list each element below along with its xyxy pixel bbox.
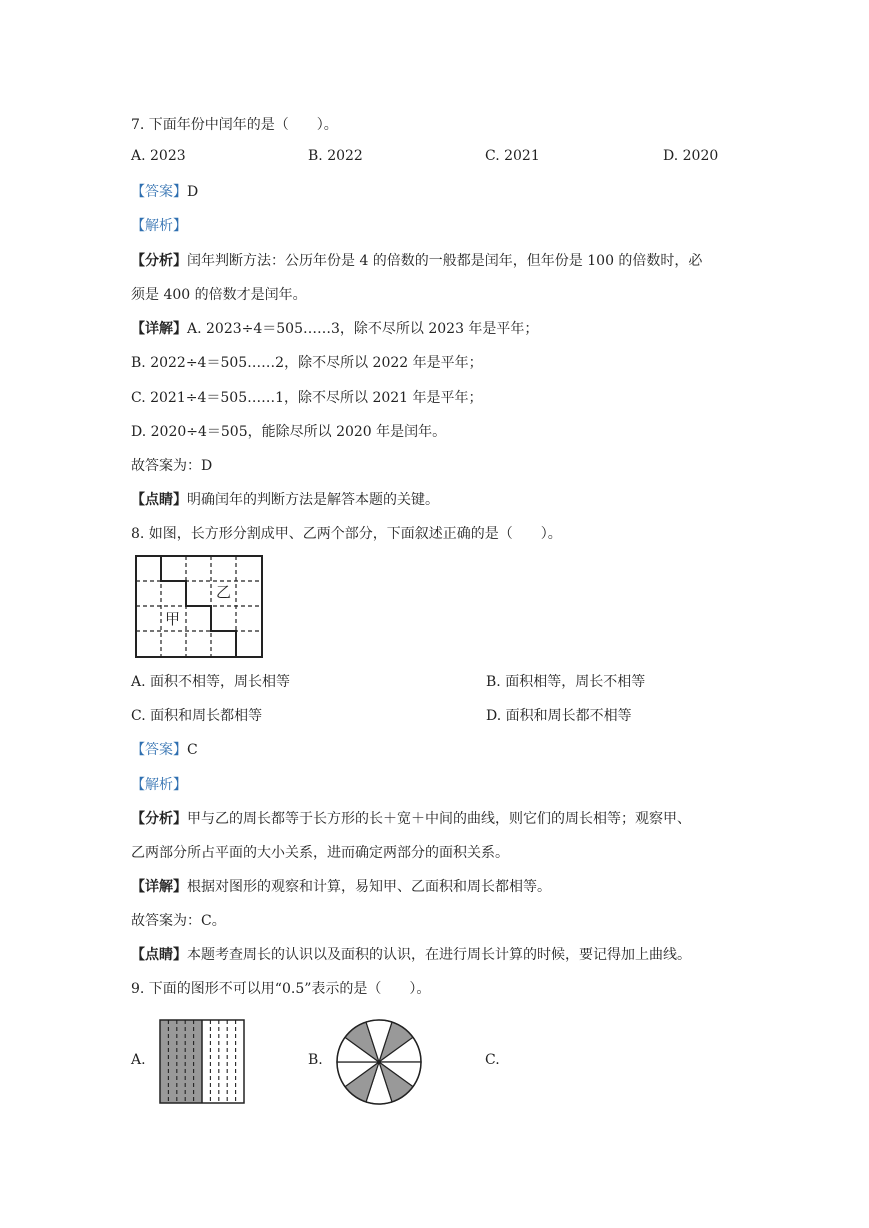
q9-question: 9. 下面的图形不可以用“0.5”表示的是（ ）。 <box>131 981 431 997</box>
q8-dianjing <box>131 944 691 964</box>
fenxi-tag: 【分析】 <box>131 253 187 269</box>
q9-option-b-label: B. <box>308 1052 323 1068</box>
dianjing-tag: 【点睛】 <box>131 492 187 508</box>
q9-option-c-label: C. <box>485 1052 500 1068</box>
q7-conclusion: 故答案为：D <box>131 458 213 474</box>
q7-answer <box>131 181 198 201</box>
q8-option-a: A. 面积不相等，周长相等 <box>131 674 291 690</box>
dianjing-text: 明确闰年的判断方法是解答本题的关键。 <box>187 492 439 508</box>
q8-conclusion: 故答案为：C。 <box>131 913 226 929</box>
dianjing-tag: 【点睛】 <box>131 947 187 963</box>
answer-value: C <box>187 742 198 758</box>
q8-option-d: D. 面积和周长都不相等 <box>486 708 632 724</box>
figure-label-jia: 甲 <box>165 610 181 628</box>
fenxi-text: 甲与乙的周长都等于长方形的长＋宽＋中间的曲线，则它们的周长相等；观察甲、 <box>187 811 691 827</box>
xiangjie-tag: 【详解】 <box>131 879 187 895</box>
xiangjie-text: A. 2023÷4＝505……3，除不尽所以 2023 年是平年； <box>187 321 539 337</box>
q8-fenxi <box>131 808 691 828</box>
fenxi-text: 闰年判断方法：公历年份是 4 的倍数的一般都是闰年，但年份是 100 的倍数时，必 <box>187 253 703 269</box>
q7-fenxi-cont: 须是 400 的倍数才是闰年。 <box>131 287 307 303</box>
answer-value: D <box>187 184 199 200</box>
q8-analysis-tag: 【解析】 <box>131 777 187 793</box>
q9-figure-a-strips <box>159 1019 245 1105</box>
q7-question: 7. 下面年份中闰年的是（ ）。 <box>131 117 338 133</box>
q7-option-c: C. 2021 <box>485 148 540 164</box>
q7-option-d: D. 2020 <box>663 148 719 164</box>
dianjing-text: 本题考查周长的认识以及面积的认识，在进行周长计算的时候，要记得加上曲线。 <box>187 947 691 963</box>
q7-option-b: B. 2022 <box>308 148 363 164</box>
q7-line-c: C. 2021÷4＝505……1，除不尽所以 2021 年是平年； <box>131 390 483 406</box>
q8-rectangle-figure <box>135 555 265 659</box>
q8-question: 8. 如图，长方形分割成甲、乙两个部分，下面叙述正确的是（ ）。 <box>131 526 562 542</box>
q7-line-b: B. 2022÷4＝505……2，除不尽所以 2022 年是平年； <box>131 355 483 371</box>
q7-option-a: A. 2023 <box>131 148 186 164</box>
fenxi-tag: 【分析】 <box>131 811 187 827</box>
q9-option-a-label: A. <box>131 1052 146 1068</box>
q7-analysis-tag: 【解析】 <box>131 218 187 234</box>
answer-tag: 【答案】 <box>131 742 187 758</box>
q8-answer <box>131 739 198 759</box>
q8-option-c: C. 面积和周长都相等 <box>131 708 263 724</box>
q7-fenxi <box>131 250 702 270</box>
q9-figure-b-circle <box>335 1018 423 1106</box>
q7-dianjing <box>131 489 439 509</box>
figure-label-yi: 乙 <box>216 583 232 601</box>
q8-xiangjie <box>131 876 551 896</box>
q8-fenxi-cont: 乙两部分所占平面的大小关系，进而确定两部分的面积关系。 <box>131 845 509 861</box>
xiangjie-tag: 【详解】 <box>131 321 187 337</box>
xiangjie-text: 根据对图形的观察和计算，易知甲、乙面积和周长都相等。 <box>187 879 551 895</box>
q7-line-d: D. 2020÷4＝505，能除尽所以 2020 年是闰年。 <box>131 424 447 440</box>
q7-xiangjie <box>131 318 538 338</box>
q8-option-b: B. 面积相等，周长不相等 <box>486 674 646 690</box>
answer-tag: 【答案】 <box>131 184 187 200</box>
